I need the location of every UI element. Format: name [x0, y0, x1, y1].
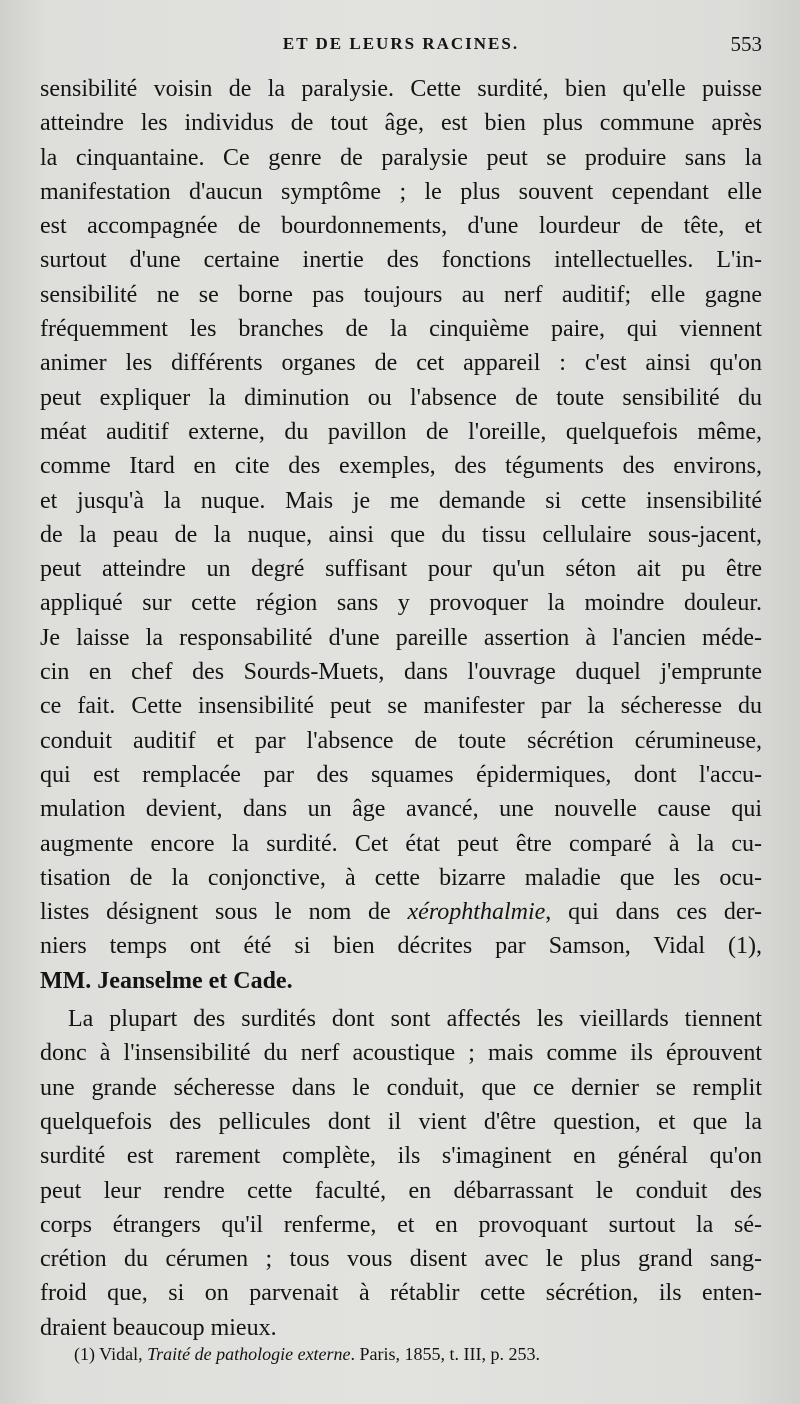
page-header	[40, 30, 762, 62]
text-line: donc à l'insensibilité du nerf acoustique ; mais comme ils éprouvent	[40, 1040, 762, 1067]
text-line: niers temps ont été si bien décrites par Samson, Vidal (1),	[40, 933, 762, 960]
text-line: de la peau de la nuque, ainsi que du tissu cellulaire sous-jacent,	[40, 521, 762, 548]
text-line: comme Itard en cite des exemples, des téguments des environs,	[40, 453, 762, 480]
text-line: est accompagnée de bourdonnements, d'une lourdeur de tête, et	[40, 213, 762, 240]
footnote-marker: (1) Vidal,	[74, 1344, 148, 1364]
footnote-title: Traité de pathologie externe	[147, 1344, 351, 1364]
text-line: atteindre les individus de tout âge, est bien plus commune après	[40, 110, 762, 137]
text-line: appliqué sur cette région sans y provoquer la moindre douleur.	[40, 590, 762, 617]
text-line: animer les différents organes de cet appareil : c'est ainsi qu'on	[40, 350, 762, 377]
italic-term: xérophthalmie	[407, 899, 546, 926]
text-line: surtout d'une certaine inertie des fonctions intellectuelles. L'in-	[40, 247, 762, 274]
text-line: et jusqu'à la nuque. Mais je me demande si cette insensibilité	[40, 487, 762, 514]
main-text	[40, 72, 762, 1345]
text-line-with-term	[40, 895, 762, 929]
text-line: sensibilité voisin de la paralysie. Cette surdité, bien qu'elle puisse	[40, 76, 762, 102]
text-line: manifestation d'aucun symptôme ; le plus souvent cependant elle	[40, 178, 762, 205]
running-title: ET DE LEURS RACINES.	[282, 34, 520, 53]
text-line: sensibilité ne se borne pas toujours au nerf auditif; elle gagne	[40, 281, 762, 308]
text-segment: , qui dans ces der-	[545, 899, 762, 926]
text-line: quelquefois des pellicules dont il vient d'être question, et que la	[40, 1108, 762, 1135]
text-line: méat auditif externe, du pavillon de l'oreille, quelquefois même,	[40, 418, 762, 445]
text-line: la cinquantaine. Ce genre de paralysie peut se produire sans la	[40, 144, 762, 171]
text-line: augmente encore la surdité. Cet état peut être comparé à la cu-	[40, 830, 762, 857]
text-line: fréquemment les branches de la cinquième paire, qui viennent	[40, 316, 762, 343]
text-line: tisation de la conjonctive, à cette bizarre maladie que les ocu-	[40, 864, 762, 891]
text-line: ce fait. Cette insensibilité peut se manifester par la sécheresse du	[40, 693, 762, 720]
text-line: cin en chef des Sourds-Muets, dans l'ouvrage duquel j'emprunte	[40, 659, 762, 686]
footnote	[74, 1344, 774, 1365]
text-line: qui est remplacée par des squames épidermiques, dont l'accu-	[40, 761, 762, 788]
text-line: Je laisse la responsabilité d'une pareille assertion à l'ancien méde-	[40, 624, 762, 651]
text-line: froid que, si on parvenait à rétablir cette sécrétion, ils enten-	[40, 1280, 762, 1307]
text-line-bold-names: MM. Jeanselme et Cade.	[40, 967, 293, 994]
text-segment: listes désignent sous le nom de	[40, 899, 408, 926]
text-line: mulation devient, dans un âge avancé, une nouvelle cause qui	[40, 796, 762, 823]
text-line: surdité est rarement complète, ils s'imaginent en général qu'on	[40, 1143, 762, 1170]
text-line: peut leur rendre cette faculté, en débarrassant le conduit des	[40, 1177, 762, 1204]
text-line: une grande sécheresse dans le conduit, que ce dernier se remplit	[40, 1074, 762, 1101]
text-line: draient beaucoup mieux.	[40, 1314, 277, 1341]
text-line: peut expliquer la diminution ou l'absence de toute sensibilité du	[40, 384, 762, 411]
page-number: 553	[730, 32, 762, 56]
text-line: peut atteindre un degré suffisant pour qu'un séton ait pu être	[40, 556, 762, 583]
text-line: crétion du cérumen ; tous vous disent avec le plus grand sang-	[40, 1246, 762, 1273]
footnote-reference: . Paris, 1855, t. III, p. 253.	[350, 1344, 541, 1364]
text-line: corps étrangers qu'il renferme, et en provoquant surtout la sé-	[40, 1211, 762, 1238]
text-line: conduit auditif et par l'absence de toute sécrétion cérumineuse,	[40, 727, 762, 754]
paragraph-first-line: La plupart des surdités dont sont affectés les vieillards tiennent	[68, 1006, 762, 1033]
